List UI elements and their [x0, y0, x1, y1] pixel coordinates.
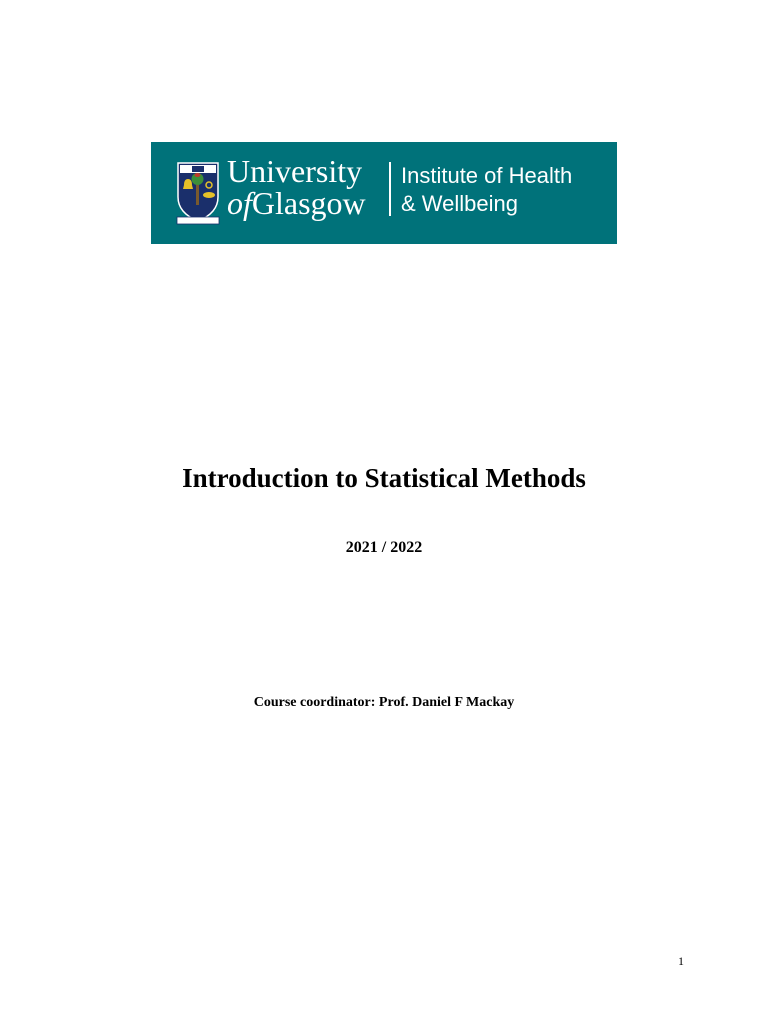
university-name-line2: [227, 185, 366, 221]
academic-year: 2021 / 2022: [345, 539, 423, 556]
course-coordinator: Course coordinator: Prof. Daniel F Mackay: [253, 695, 515, 710]
institute-name-line1: Institute of Health: [401, 163, 573, 188]
university-logo-banner: [151, 142, 617, 244]
logo-divider: [389, 162, 391, 216]
page-number: 1: [678, 954, 684, 968]
document-title: Introduction to Statistical Methods: [182, 463, 586, 493]
university-crest-icon: [176, 157, 220, 225]
university-name-of: of: [227, 185, 252, 221]
institute-name-line2: & Wellbeing: [401, 191, 518, 216]
university-name-glasgow: Glasgow: [251, 185, 366, 221]
university-name-line1: University: [227, 153, 363, 189]
